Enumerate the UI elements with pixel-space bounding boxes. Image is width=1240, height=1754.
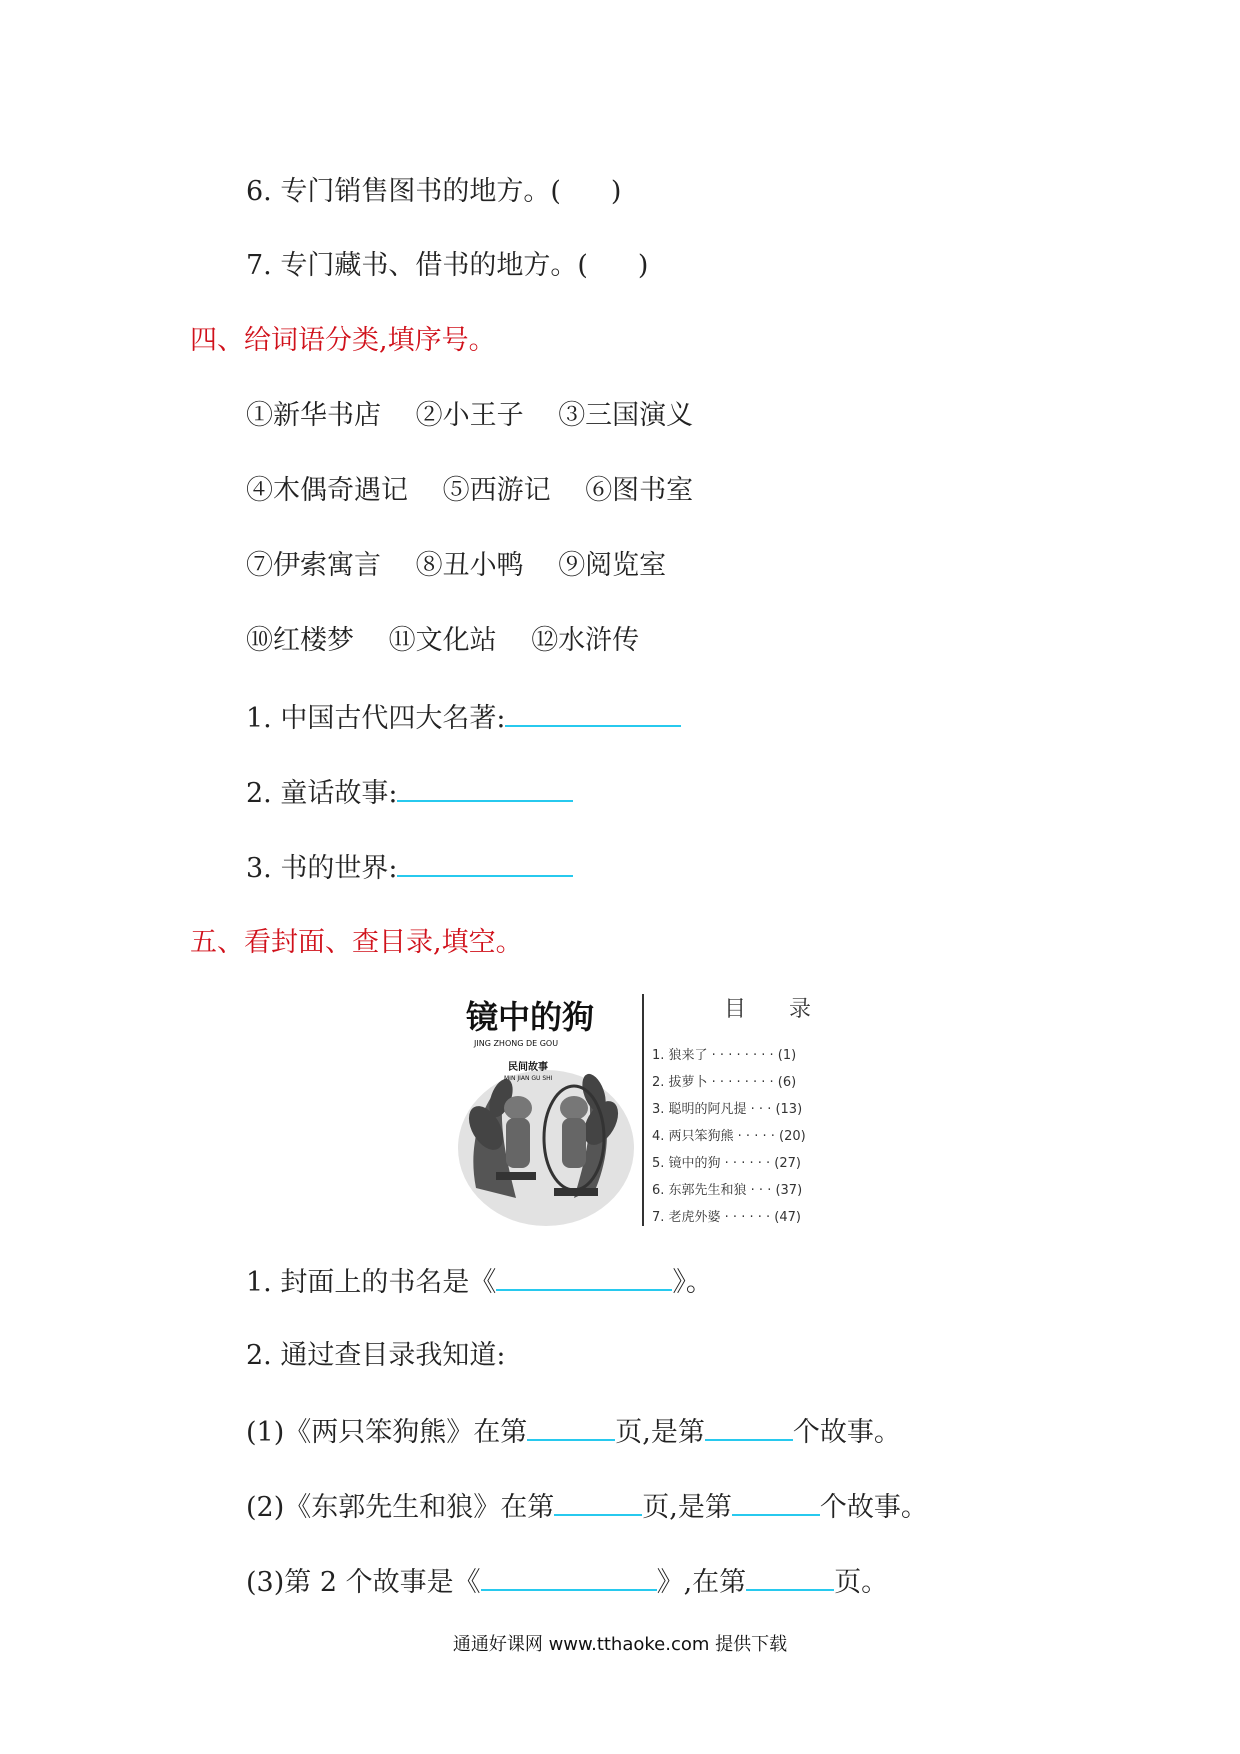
toc-entry: 3. 聪明的阿凡提 · · · (13) — [652, 1102, 803, 1117]
cover-subtitle: 民间故事 — [508, 1062, 548, 1073]
toc-entry: 5. 镜中的狗 · · · · · · (27) — [652, 1156, 801, 1171]
figure-divider — [642, 994, 644, 1226]
toc-entry: 6. 东郭先生和狼 · · · (37) — [652, 1183, 803, 1198]
answer-blank[interactable] — [496, 1263, 672, 1291]
cover-subtitle-pinyin: MIN JIAN GU SHI — [504, 1075, 553, 1082]
classify-question-1: 1. 中国古代四大名著: — [246, 699, 681, 737]
page-footer: 通通好课网 www.tthaoke.com 提供下载 — [452, 1634, 788, 1655]
toc-entry: 1. 狼来了 · · · · · · · · (1) — [652, 1048, 797, 1063]
question-7: 7. 专门藏书、借书的地方。( ) — [246, 250, 649, 281]
cover-question-1: 1. 封面上的书名是《 》。 — [246, 1263, 713, 1301]
toc-entry: 4. 两只笨狗熊 · · · · · (20) — [652, 1129, 806, 1144]
section-5-title: 五、看封面、查目录,填空。 — [190, 927, 523, 958]
answer-blank[interactable] — [705, 1413, 793, 1441]
answer-blank[interactable] — [481, 1563, 657, 1591]
toc-subquestion-2: (2)《东郭先生和狼》在第 页,是第 个故事。 — [246, 1488, 928, 1526]
toc-subquestion-1: (1)《两只笨狗熊》在第 页,是第 个故事。 — [246, 1413, 901, 1451]
answer-blank[interactable] — [397, 849, 573, 877]
option-row-3: ⑦伊索寓言 ⑧丑小鸭 ⑨阅览室 — [246, 550, 667, 581]
toc-entry: 7. 老虎外婆 · · · · · · (47) — [652, 1210, 801, 1225]
answer-blank[interactable] — [397, 774, 573, 802]
classify-question-3: 3. 书的世界: — [246, 849, 573, 887]
book-figure — [446, 988, 846, 1234]
classify-question-2: 2. 童话故事: — [246, 774, 573, 812]
cover-title: 镜中的狗 — [466, 998, 595, 1036]
option-row-2: ④木偶奇遇记 ⑤西游记 ⑥图书室 — [246, 475, 694, 506]
question-6: 6. 专门销售图书的地方。( ) — [246, 176, 622, 207]
cover-pinyin: JING ZHONG DE GOU — [474, 1039, 559, 1048]
toc-entry: 2. 拔萝卜 · · · · · · · · (6) — [652, 1075, 797, 1090]
table-of-contents — [652, 988, 846, 1234]
option-row-1: ①新华书店 ②小王子 ③三国演义 — [246, 400, 694, 431]
toc-subquestion-3: (3)第 2 个故事是《 》,在第 页。 — [246, 1563, 888, 1601]
option-row-4: ⑩红楼梦 ⑪文化站 ⑫水浒传 — [246, 625, 640, 656]
section-4-title: 四、给词语分类,填序号。 — [190, 325, 496, 356]
answer-blank[interactable] — [746, 1563, 834, 1591]
cover-question-2: 2. 通过查目录我知道: — [246, 1340, 506, 1371]
answer-blank[interactable] — [554, 1488, 642, 1516]
answer-blank[interactable] — [732, 1488, 820, 1516]
answer-blank[interactable] — [505, 699, 681, 727]
toc-title: 目 录 — [724, 997, 829, 1022]
book-cover-illustration — [446, 988, 636, 1228]
answer-blank[interactable] — [527, 1413, 615, 1441]
